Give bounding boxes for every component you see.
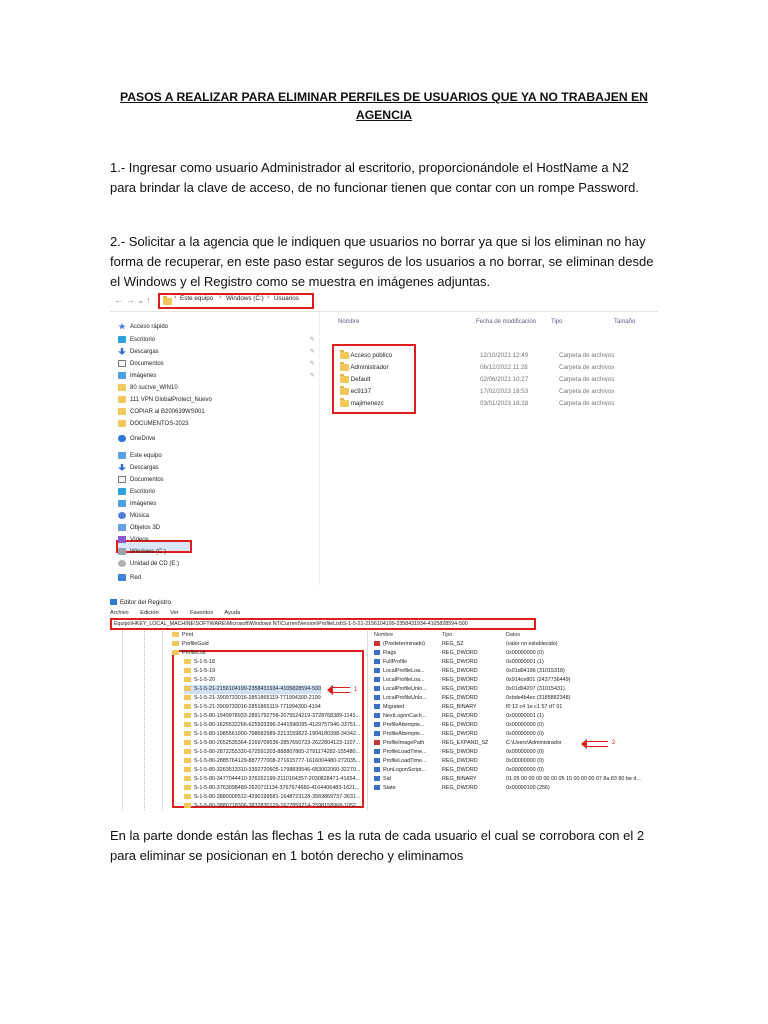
- table-row[interactable]: LocalProfileLoa... REG_DWORD 0x01d94196 (31015318): [374, 667, 658, 676]
- arrow-2-label: 2: [612, 740, 616, 746]
- sidebar-item-objetos-3d[interactable]: Objetos 3D: [118, 523, 160, 534]
- tree-item[interactable]: S-1-5-80-3763098489-2620711134-3767674660-4164406483-1621...: [184, 784, 360, 793]
- folder-icon: [184, 776, 191, 781]
- red-arrow-1: [332, 687, 350, 693]
- pc-icon: [118, 452, 126, 459]
- binary-value-icon: [374, 686, 380, 691]
- tree-item[interactable]: S-1-5-80-1549978933-2891792758-2075524219-3728768389-1143...: [184, 712, 360, 721]
- registry-title-bar: Editor del Registro: [110, 598, 171, 608]
- registry-values-list: [372, 631, 658, 810]
- binary-value-icon: [374, 695, 380, 700]
- sidebar-item-folder[interactable]: 111 VPN GlobalProtect_Nuevo: [118, 395, 212, 406]
- column-header-tamano[interactable]: Tamaño: [614, 319, 636, 325]
- binary-value-icon: [374, 731, 380, 736]
- registry-editor-screenshot: [110, 598, 658, 810]
- tree-item[interactable]: S-1-5-80-2652535364-2169709536-2857650723-2622804123-1107...: [184, 739, 360, 748]
- column-header-datos[interactable]: Datos: [506, 632, 521, 638]
- folder-open-icon: [172, 650, 179, 655]
- pin-icon: ✎: [310, 373, 316, 379]
- menu-ver[interactable]: Ver: [170, 610, 179, 616]
- table-row[interactable]: Sid REG_BINARY 01 05 00 00 00 00 00 05 15 00 00 00 07 8a 83 80 be d...: [374, 775, 658, 784]
- table-row[interactable]: ProfileAttempte... REG_DWORD 0x00000000 (0): [374, 730, 658, 739]
- pin-icon: ✎: [310, 361, 316, 367]
- folder-icon: [184, 686, 191, 691]
- drive-icon: [118, 548, 126, 555]
- table-row[interactable]: Flags REG_DWORD 0x00000000 (0): [374, 649, 658, 658]
- tree-item[interactable]: S-1-5-21-3909733016-2851865119-771994300-4194: [184, 703, 321, 712]
- binary-value-icon: [374, 758, 380, 763]
- table-row[interactable]: ProfileLoadTime... REG_DWORD 0x00000000 (0): [374, 748, 658, 757]
- address-segment-usuarios[interactable]: Usuarios: [274, 295, 299, 302]
- folder-icon: [118, 396, 126, 403]
- folder-icon: [184, 803, 191, 808]
- column-header-fecha[interactable]: Fecha de modificación: [476, 319, 537, 325]
- menu-archivo[interactable]: Archivo: [110, 610, 129, 616]
- explanation-paragraph: En la parte donde están las flechas 1 es la ruta de cada usuario el cual se corrobora con el 2 para eliminar se posicionan en 1 botón derecho y eliminamos: [110, 828, 645, 863]
- values-header: [374, 631, 658, 640]
- forward-arrow-icon[interactable]: →: [126, 295, 135, 305]
- sidebar-item-documentos[interactable]: Documentos: [118, 475, 164, 486]
- binary-value-icon: [374, 704, 380, 709]
- folder-icon: [184, 749, 191, 754]
- list-item[interactable]: Acceso público 12/10/2021 12:49 Carpeta de archivos: [340, 350, 658, 361]
- column-header-tipo[interactable]: Tipo: [551, 319, 563, 325]
- folder-icon: [184, 695, 191, 700]
- pin-icon: ✎: [310, 337, 316, 343]
- table-row[interactable]: ProfileAttempte... REG_DWORD 0x00000000 (0): [374, 721, 658, 730]
- table-row[interactable]: (Predeterminado) REG_SZ (valor no establecido): [374, 640, 658, 649]
- folder-icon: [184, 767, 191, 772]
- address-segment-este-equipo[interactable]: Este equipo: [180, 295, 214, 302]
- tree-item[interactable]: S-1-5-80-1625532266-625503396-2441596095-4129757946-33751...: [184, 721, 360, 730]
- sidebar-item-folder[interactable]: 80 sucrve_WIN10: [118, 383, 178, 394]
- tree-item[interactable]: S-1-5-80-2872255330-672591203-888807865-2791174282-155480...: [184, 748, 360, 757]
- tree-item[interactable]: S-1-5-80-2885764129-887777008-271615777-1616004480-272035...: [184, 757, 360, 766]
- images-icon: [118, 500, 126, 507]
- download-icon: [118, 464, 126, 471]
- document-title: PASOS A REALIZAR PARA ELIMINAR PERFILES DE USUARIOS QUE YA NO TRABAJEN EN AGENCIA: [120, 90, 648, 122]
- file-explorer-screenshot: [110, 290, 658, 586]
- folder-icon: [184, 713, 191, 718]
- tree-item[interactable]: S-1-5-20: [184, 676, 215, 685]
- binary-value-icon: [374, 776, 380, 781]
- folder-icon: [340, 364, 349, 371]
- sidebar-item-unidad-cd[interactable]: Unidad de CD (E:): [118, 559, 179, 570]
- folder-icon: [184, 740, 191, 745]
- tree-item[interactable]: S-1-5-18: [184, 658, 215, 667]
- sidebar-item-escritorio[interactable]: Escritorio: [118, 487, 155, 498]
- tree-item[interactable]: S-1-5-80-3880718306-3832830129-1677859214-2598158968-1052...: [184, 802, 360, 810]
- folder-icon: [172, 641, 179, 646]
- cube-icon: [118, 524, 126, 531]
- sidebar-item-windows-c[interactable]: Windows (C:): [118, 547, 166, 558]
- list-item[interactable]: majimenezc 03/01/2023 18:28 Carpeta de archivos: [340, 398, 658, 409]
- sidebar-item-imagenes[interactable]: Imágenes: [118, 499, 156, 510]
- folder-icon: [184, 794, 191, 799]
- cd-icon: [118, 560, 126, 567]
- sidebar-item-este-equipo[interactable]: Este equipo: [118, 451, 162, 462]
- desktop-icon: [118, 336, 126, 343]
- sidebar-item-folder[interactable]: DOCUMENTOS-2023: [118, 419, 189, 430]
- folder-icon: [184, 659, 191, 664]
- binary-value-icon: [374, 749, 380, 754]
- explorer-file-list: [332, 312, 658, 586]
- explorer-sidebar: [110, 312, 320, 586]
- table-row[interactable]: LocalProfileLoa... REG_DWORD 0x914ce801 (2437736449): [374, 676, 658, 685]
- binary-value-icon: [374, 677, 380, 682]
- menu-edicion[interactable]: Edición: [140, 610, 159, 616]
- desktop-icon: [118, 488, 126, 495]
- column-header-nombre[interactable]: Nombre: [374, 632, 394, 638]
- folder-icon: [340, 376, 349, 383]
- sidebar-item-musica[interactable]: Música: [118, 511, 149, 522]
- folder-icon: [340, 352, 349, 359]
- sidebar-item-escritorio[interactable]: Escritorio: [118, 335, 155, 346]
- arrow-1-label: 1: [354, 687, 358, 693]
- list-item[interactable]: Administrador 06/12/2022 11:28 Carpeta de archivos: [340, 362, 658, 373]
- table-row[interactable]: LocalProfileUnlo... REG_DWORD 0xbde4b4ec (3185882348): [374, 694, 658, 703]
- registry-menu-bar: [110, 609, 250, 617]
- address-segment-windows-c[interactable]: Windows (C:): [226, 295, 264, 302]
- list-item[interactable]: ec9137 17/02/2023 18:53 Carpeta de archivos: [340, 386, 658, 397]
- pin-icon: ✎: [310, 349, 316, 355]
- documents-icon: [118, 476, 126, 483]
- video-icon: [118, 536, 126, 543]
- images-icon: [118, 372, 126, 379]
- table-row[interactable]: RunLogonScript... REG_DWORD 0x00000000 (0): [374, 766, 658, 775]
- table-row[interactable]: State REG_DWORD 0x00000100 (256): [374, 784, 658, 793]
- music-icon: [118, 512, 126, 519]
- tree-item[interactable]: ProfileGuid: [172, 640, 209, 649]
- red-arrow-2: [586, 741, 608, 747]
- step-1-paragraph: 1.- Ingresar como usuario Administrador al escritorio, proporcionándole el HostName a N2 para brindar la clave de acceso, de no funcionar tienen que contar con un rompe Password.: [110, 160, 639, 195]
- folder-icon: [118, 408, 126, 415]
- cloud-icon: [118, 435, 126, 442]
- table-row[interactable]: ProfileLoadTime... REG_DWORD 0x00000000 (0): [374, 757, 658, 766]
- menu-ayuda[interactable]: Ayuda: [224, 610, 241, 616]
- sidebar-item-imagenes[interactable]: Imágenes: [118, 371, 156, 382]
- sidebar-item-documentos[interactable]: Documentos: [118, 359, 164, 370]
- up-arrow-icon[interactable]: ↑: [146, 295, 151, 305]
- list-item[interactable]: Default 02/06/2021 10:27 Carpeta de archivos: [340, 374, 658, 385]
- binary-value-icon: [374, 713, 380, 718]
- tree-item[interactable]: S-1-5-80-3263513310-3392720605-1798839546-683002060-32270...: [184, 766, 360, 775]
- tree-item[interactable]: S-1-5-80-1985561900-798682989-2213159822-1904180398-34342...: [184, 730, 360, 739]
- tree-item[interactable]: S-1-5-19: [184, 667, 215, 676]
- binary-value-icon: [374, 650, 380, 655]
- folder-icon: [118, 384, 126, 391]
- step-2-paragraph: 2.- Solicitar a la agencia que le indiquen que usuarios no borrar ya que si los eliminan no hay forma de recuperar, en este paso estar seguros de los usuarios a no borrar, se eliminan desde el Windows y el Registro como se muestra en imágenes adjuntas.: [110, 234, 654, 289]
- folder-icon: [184, 668, 191, 673]
- folder-icon: [184, 731, 191, 736]
- folder-icon: [184, 758, 191, 763]
- folder-icon: [184, 704, 191, 709]
- tree-item[interactable]: ProfileList: [172, 649, 206, 658]
- table-row[interactable]: LocalProfileUnlo... REG_DWORD 0x01d94207 (31015431): [374, 685, 658, 694]
- network-icon: [118, 574, 126, 581]
- download-icon: [118, 348, 126, 355]
- string-value-icon: [374, 740, 380, 745]
- folder-icon: [184, 677, 191, 682]
- sidebar-item-onedrive[interactable]: OneDrive: [118, 434, 155, 445]
- menu-favoritos[interactable]: Favoritos: [190, 610, 214, 616]
- binary-value-icon: [374, 668, 380, 673]
- binary-value-icon: [374, 767, 380, 772]
- folder-icon: [163, 298, 172, 305]
- binary-value-icon: [374, 659, 380, 664]
- folder-icon: [184, 722, 191, 727]
- binary-value-icon: [374, 785, 380, 790]
- tree-item[interactable]: S-1-5-80-3880006512-4290199581-1648723128-3569869737-3631...: [184, 793, 360, 802]
- tree-item-selected[interactable]: S-1-5-21-2156104199-2358431934-4105828594-500: [184, 685, 321, 694]
- recent-dropdown-icon[interactable]: ⌄: [137, 295, 145, 305]
- binary-value-icon: [374, 722, 380, 727]
- column-header-tipo[interactable]: Tipo: [442, 632, 453, 638]
- sidebar-item-acceso-rapido[interactable]: Acceso rápido: [118, 322, 168, 333]
- star-icon: [118, 323, 126, 330]
- folder-icon: [340, 400, 349, 407]
- folder-icon: [340, 388, 349, 395]
- table-row[interactable]: FullProfile REG_DWORD 0x00000001 (1): [374, 658, 658, 667]
- table-row[interactable]: ProfileImagePath REG_EXPAND_SZ C:\Users\Administrador: [374, 739, 658, 748]
- folder-icon: [118, 420, 126, 427]
- registry-tree: [110, 631, 368, 810]
- folder-icon: [184, 785, 191, 790]
- explorer-nav-bar: ← → ⌄ ↑ › Este equipo › Windows (C:) › Usuarios: [110, 290, 658, 312]
- documents-icon: [118, 360, 126, 367]
- sidebar-item-red[interactable]: Red: [118, 573, 141, 584]
- table-row[interactable]: Migrated REG_BINARY f0 12 c4 1e c1 57 d7 01: [374, 703, 658, 712]
- tree-item[interactable]: S-1-5-80-3477044410-376262199-2110164357-2030828471-41654...: [184, 775, 360, 784]
- sidebar-item-descargas[interactable]: Descargas: [118, 347, 159, 358]
- back-arrow-icon[interactable]: ←: [114, 295, 123, 305]
- column-header-nombre[interactable]: Nombre: [338, 319, 360, 325]
- string-value-icon: [374, 641, 380, 646]
- sidebar-item-videos[interactable]: Vídeos: [118, 535, 149, 546]
- table-row[interactable]: NextLogonCach... REG_DWORD 0x00000001 (1): [374, 712, 658, 721]
- tree-item[interactable]: Print: [172, 631, 193, 640]
- sidebar-item-descargas[interactable]: Descargas: [118, 463, 159, 474]
- registry-icon: [110, 599, 117, 605]
- registry-path-bar[interactable]: Equipo\HKEY_LOCAL_MACHINE\SOFTWARE\Microsoft\Windows NT\CurrentVersion\ProfileList\S-1-5-21-2156104199-2358431934-4105828594-500: [110, 618, 536, 630]
- tree-item[interactable]: S-1-5-21-3909733016-2851865119-771994300-2199: [184, 694, 321, 703]
- sidebar-item-folder[interactable]: COPIAR al B200639WS001: [118, 407, 205, 418]
- folder-icon: [172, 632, 179, 637]
